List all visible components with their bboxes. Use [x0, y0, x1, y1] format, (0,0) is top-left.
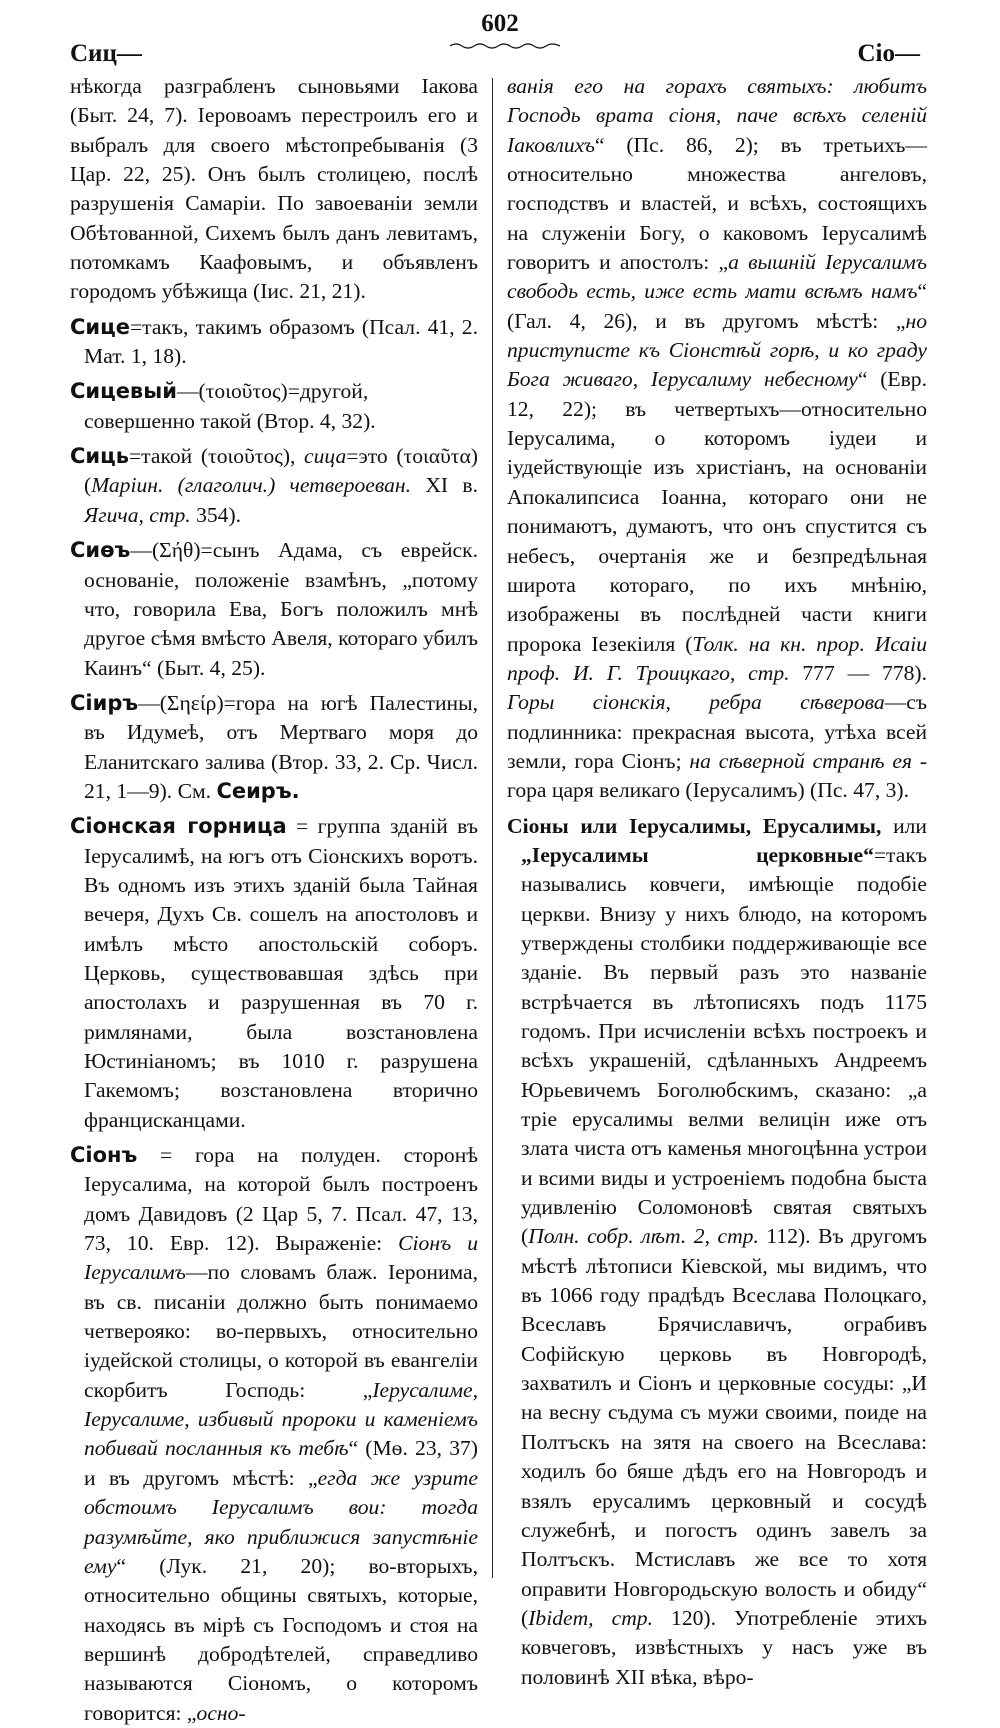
entry-text: “ (Мѳ. 23, 37) и въ другомъ мѣстѣ: „	[84, 1436, 478, 1490]
entry-text: 777 — 778).	[789, 660, 927, 685]
page-header	[0, 0, 1000, 80]
italic-text: осно-	[196, 1700, 246, 1725]
entry-headword: Сіонъ	[70, 1143, 138, 1168]
entry-text: 112). Въ другомъ мѣстѣ лѣтописи Кіевской, мы видимъ, что въ 1066 году прадѣдъ Всеслава Полоцкаго, Всеславъ Брячиславичъ, ограбивъ Софійскую церковь въ Новгородѣ, захватилъ и Сіонъ и церковные сосуды: „И на весну съдума съ мужи своими, поиде на Полтъскъ на зятя на своего на Всеслава: ходилъ бо бяше дѣдъ его на Новгородъ и взялъ ерусалимъ церковный и сосудѣ служебнѣ, и погостъ одинъ завелъ за Полтъскъ. Мстиславъ же все то хотя оправити Новгородьскую волость и обиду“ (	[521, 1224, 927, 1630]
entry-headword: Сеиръ.	[216, 778, 300, 803]
bold-text: „Іерусалимы церковные“	[521, 842, 874, 867]
italic-text: Сіонъ и Іерусалимъ	[84, 1231, 478, 1285]
dictionary-entry	[70, 1141, 478, 1728]
entry-text: или	[881, 813, 927, 838]
dictionary-entry	[70, 536, 478, 683]
entry-text: “ (Евр. 12, 22); въ четвертыхъ—относительно Іерусалима, о которомъ іудеи и іудействующіе изъ христіанъ, на основаніи Апокалипсиса Іоанна, котораго они не понимаютъ, думаютъ, что онъ спустится съ небесъ, очертанія же и безпредѣльная широта котораго, по ихъ мнѣнію, изображены въ послѣдней части книги пророка Іезекіиля (	[507, 367, 927, 656]
entry-headword: Сиць	[70, 444, 129, 469]
entry-text: - гора царя великаго (Іерусалимъ) (Пс. 47, 3).	[507, 748, 928, 803]
entry-headword: Сицевый	[70, 379, 177, 404]
entry-text: =такъ назывались ковчеги, имѣющіе подобіе церкви. Внизу у нихъ блюдо, на которомъ утверждены столбики поддерживающіе все зданіе. Въ первый разъ это названіе встрѣчается въ лѣтописяхъ подъ 1175 годомъ. При исчисленіи всѣхъ построекъ и всѣхъ украшеній, сдѣланныхъ Андреемъ Юрьевичемъ Боголюбскимъ, сказано: „а тріе ерусалимы велми велицін иже отъ злата чиста отъ каменья многоцѣнна устрои и всими виды и устроеніемъ подобна быста удивленію Соломоновѣ святая святыхъ (	[521, 842, 927, 1249]
entry-text: =такой (τοιοῦτος),	[128, 444, 305, 469]
column-divider	[491, 78, 494, 1578]
entry-text: —по словамъ блаж. Іеронима, въ св. писаніи должно быть понимаемо четверояко: во-первыхъ, относительно іудейской столицы, о которой въ евангеліи скорбитъ Господь: „	[84, 1260, 478, 1402]
entry-headword: Сиѳъ	[70, 538, 131, 563]
entry-text: —съ подлинника: прекрасная высота, утѣха всей земли, гора Сіонъ;	[507, 690, 927, 773]
entry-headword: Сіиръ	[70, 690, 139, 715]
entry-text: =такъ, такимъ образомъ (Псал. 41, 2. Мат. 1, 18).	[84, 314, 478, 369]
entry-text: “ (Пс. 86, 2); въ третьихъ—относительно множества ангеловъ, господствъ и властей, и всѣхъ, состоящихъ на служеніи Богу, о каковомъ Іерусалимѣ говоритъ и апостолъ: „	[507, 132, 927, 275]
italic-text: сица	[304, 444, 347, 469]
entry-text: нѣкогда разграбленъ сыновьями Іакова (Быт. 24, 7). Іеровоамъ перестроилъ его и выбралъ для своего мѣстопребыванія (3 Цар. 22, 25). Онъ былъ столицею, послѣ разрушенія Самаріи. По завоеваніи земли Обѣтованной, Сихемъ былъ данъ левитамъ, потомкамъ Каафовымъ, и объявленъ городомъ убѣжища (Іис. 21, 21).	[70, 74, 478, 304]
bold-text: Сіоны или Іерусалимы, Ерусалимы,	[507, 813, 882, 838]
entry-text: —(Σηείρ)=гора на югѣ Палестины, въ Идумеѣ, отъ Мертваго моря до Еланитскаго залива (Втор. 33, 2. Ср. Числ. 21, 1—9). См.	[84, 690, 478, 803]
italic-text: Полн. собр. лѣт. 2, стр.	[528, 1224, 759, 1249]
page-number: 602	[481, 10, 519, 37]
entry-text: 354).	[190, 502, 242, 527]
entry-text: —(Σήθ)=сынъ Адама, съ еврейск. основаніе, положеніе взамѣнъ, „потому что, говорила Ева, Богъ положилъ мнѣ другое сѣмя вмѣсто Авеля, котораго убилъ Каинъ“ (Быт. 4, 25).	[84, 538, 478, 680]
italic-text: но приступисте къ Сіонстѣй горѣ, и ко граду Бога живаго, Іерусалиму небесному	[507, 308, 927, 392]
entry-text: “ (Лук. 21, 20); во-вторыхъ, относительно общины святыхъ, которые, находясь въ мірѣ съ Господомъ и стоя на вершинѣ добродѣтелей, справедливо называются Сіономъ, о которомъ говорится: „	[84, 1553, 478, 1725]
dictionary-entry	[70, 689, 478, 806]
header-wave-ornament	[450, 41, 560, 49]
dictionary-entry	[70, 377, 478, 436]
left-column	[70, 72, 478, 1728]
entry-headword: Сице	[70, 314, 130, 339]
entry-headword: Сіонская горница	[70, 814, 287, 839]
italic-text: Ibidem, стр.	[528, 1605, 653, 1630]
entry-text: “ (Гал. 4, 26), и въ другомъ мѣстѣ: „	[507, 279, 927, 333]
dictionary-entry	[70, 442, 478, 530]
dictionary-entry	[70, 812, 478, 1135]
italic-text: на сѣверной странѣ ея	[689, 748, 912, 773]
right-column	[507, 72, 927, 1692]
entry-text: = гора на полуден. сторонѣ Іерусалима, на которой былъ построенъ домъ Давидовъ (2 Цар 5, 7. Псал. 47, 13, 73, 10. Евр. 12). Выраженіе:	[84, 1143, 478, 1256]
italic-text: Ягича, стр.	[84, 502, 191, 527]
italic-text: Горы сіонскія, ребра сѣверова	[507, 690, 885, 715]
running-head-left: Сиц—	[70, 40, 142, 67]
running-head-right: Сіо—	[857, 40, 920, 67]
italic-text: егда же узрите обстоимъ Іерусалимъ вои: тогда разумѣйте, яко приближися запустѣніе ему	[84, 1465, 478, 1578]
dictionary-entry	[507, 812, 927, 1692]
entry-text: = группа зданій въ Іерусалимѣ, на югъ отъ Сіонскихъ воротъ. Въ одномъ изъ этихъ зданій была Тайная вечеря, Духъ Св. сошелъ на апостоловъ и имѣлъ мѣсто апостольскій соборъ. Церковь, существовавшая здѣсь при апостолахъ и разрушенная въ 70 г. римлянами, была возстановлена Юстиніаномъ; въ 1010 г. разрушена Гакемомъ; возстановлена вторично францисканцами.	[84, 814, 479, 1132]
entry-text: 120). Употребленіе этихъ ковчеговъ, извѣстныхъ у насъ уже въ половинѣ XII вѣка, вѣро-	[521, 1605, 927, 1689]
entry-text: —(τοιοῦτος)=другой, совершенно такой (Втор. 4, 32).	[84, 379, 376, 433]
italic-text: а вышній Іерусалимъ свободь есть, иже есть мати всѣмъ намъ	[507, 250, 927, 304]
continued-paragraph	[507, 72, 927, 806]
italic-text: Толк. на кн. прор. Исаіи проф. И. Г. Троицкаго, стр.	[507, 631, 927, 685]
dictionary-entry	[70, 313, 478, 372]
entry-text: XI в.	[411, 473, 478, 498]
entry-text: =это (τοιαῦτα) (	[84, 444, 478, 498]
italic-text: Маріин. (глаголич.) четвероеван.	[91, 473, 412, 498]
italic-text: ванія его на горахъ святыхъ: любитъ Господь врата сіоня, паче всѣхъ селеній Іаковлихъ	[507, 74, 927, 157]
continued-paragraph	[70, 72, 478, 307]
italic-text: Іерусалиме, Іерусалиме, избивый пророки и каменіемъ побивай посланныя къ тебѣ	[84, 1377, 478, 1461]
